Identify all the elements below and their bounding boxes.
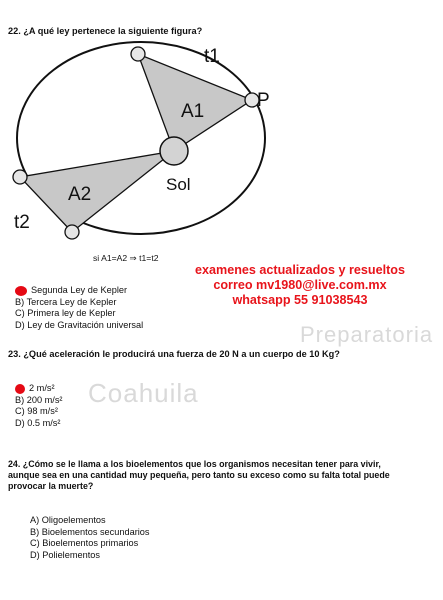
q24-option-d: D) Polielementos [30, 549, 100, 560]
planet-left-circle [13, 170, 27, 184]
answer-mark-q22 [15, 286, 27, 296]
planet-t1-circle [131, 47, 145, 61]
question-22-options [15, 285, 143, 331]
question-23-options [15, 383, 62, 429]
promo-line-1: examenes actualizados y resueltos [195, 263, 405, 277]
q22-option-d: D) Ley de Gravitación universal [15, 319, 144, 330]
question-24-options [30, 515, 150, 561]
q24-option-b: B) Bioelementos secundarios [30, 526, 150, 537]
q23-option-b: B) 200 m/s² [15, 394, 63, 405]
label-a2: A2 [68, 184, 92, 205]
label-sol: Sol [166, 175, 191, 194]
kepler-orbit-diagram [0, 40, 443, 245]
label-a1: A1 [181, 101, 205, 122]
diagram-caption: si A1=A2 ⇒ t1=t2 [93, 253, 159, 263]
label-t1: t1 [204, 46, 220, 67]
q23-option-d: D) 0.5 m/s² [15, 417, 61, 428]
question-22-title: 22. ¿A qué ley pertenece la siguiente figura? [8, 26, 203, 36]
q24-title-line-3: provocar la muerte? [8, 481, 94, 492]
promo-line-3: whatsapp 55 91038543 [232, 293, 368, 307]
q23-option-a: 2 m/s² [29, 383, 55, 393]
q24-title-line-1: 24. ¿Cómo se le llama a los bioelementos que los organismos necesitan tener para vivir, [8, 459, 381, 469]
q22-option-a: Segunda Ley de Kepler [31, 285, 128, 295]
question-23-title: 23. ¿Qué aceleración le producirá una fuerza de 20 N a un cuerpo de 10 Kg? [8, 349, 340, 359]
q23-option-c: C) 98 m/s² [15, 406, 58, 417]
sun-circle [160, 137, 188, 165]
q24-option-a: A) Oligoelementos [30, 515, 106, 525]
area-a2-sector [20, 151, 174, 232]
promo-block [170, 263, 430, 308]
watermark-line-2: Preparatoria [300, 322, 434, 347]
promo-line-2: correo mv1980@live.com.mx [213, 278, 387, 292]
q24-title-line-2: aunque sea en una cantidad muy pequeña, pero tanto su exceso como su falta total puede [8, 470, 390, 481]
label-t2: t2 [14, 212, 30, 233]
q22-option-c: C) Primera ley de Kepler [15, 308, 116, 319]
q22-option-b: B) Tercera Ley de Kepler [15, 296, 117, 307]
q24-option-c: C) Bioelementos primarios [30, 538, 139, 549]
label-p: P [257, 90, 270, 111]
answer-mark-q23 [15, 384, 25, 394]
question-24-title [8, 459, 390, 493]
watermark-line-1: Coahuila [88, 378, 199, 408]
planet-t2-circle [65, 225, 79, 239]
